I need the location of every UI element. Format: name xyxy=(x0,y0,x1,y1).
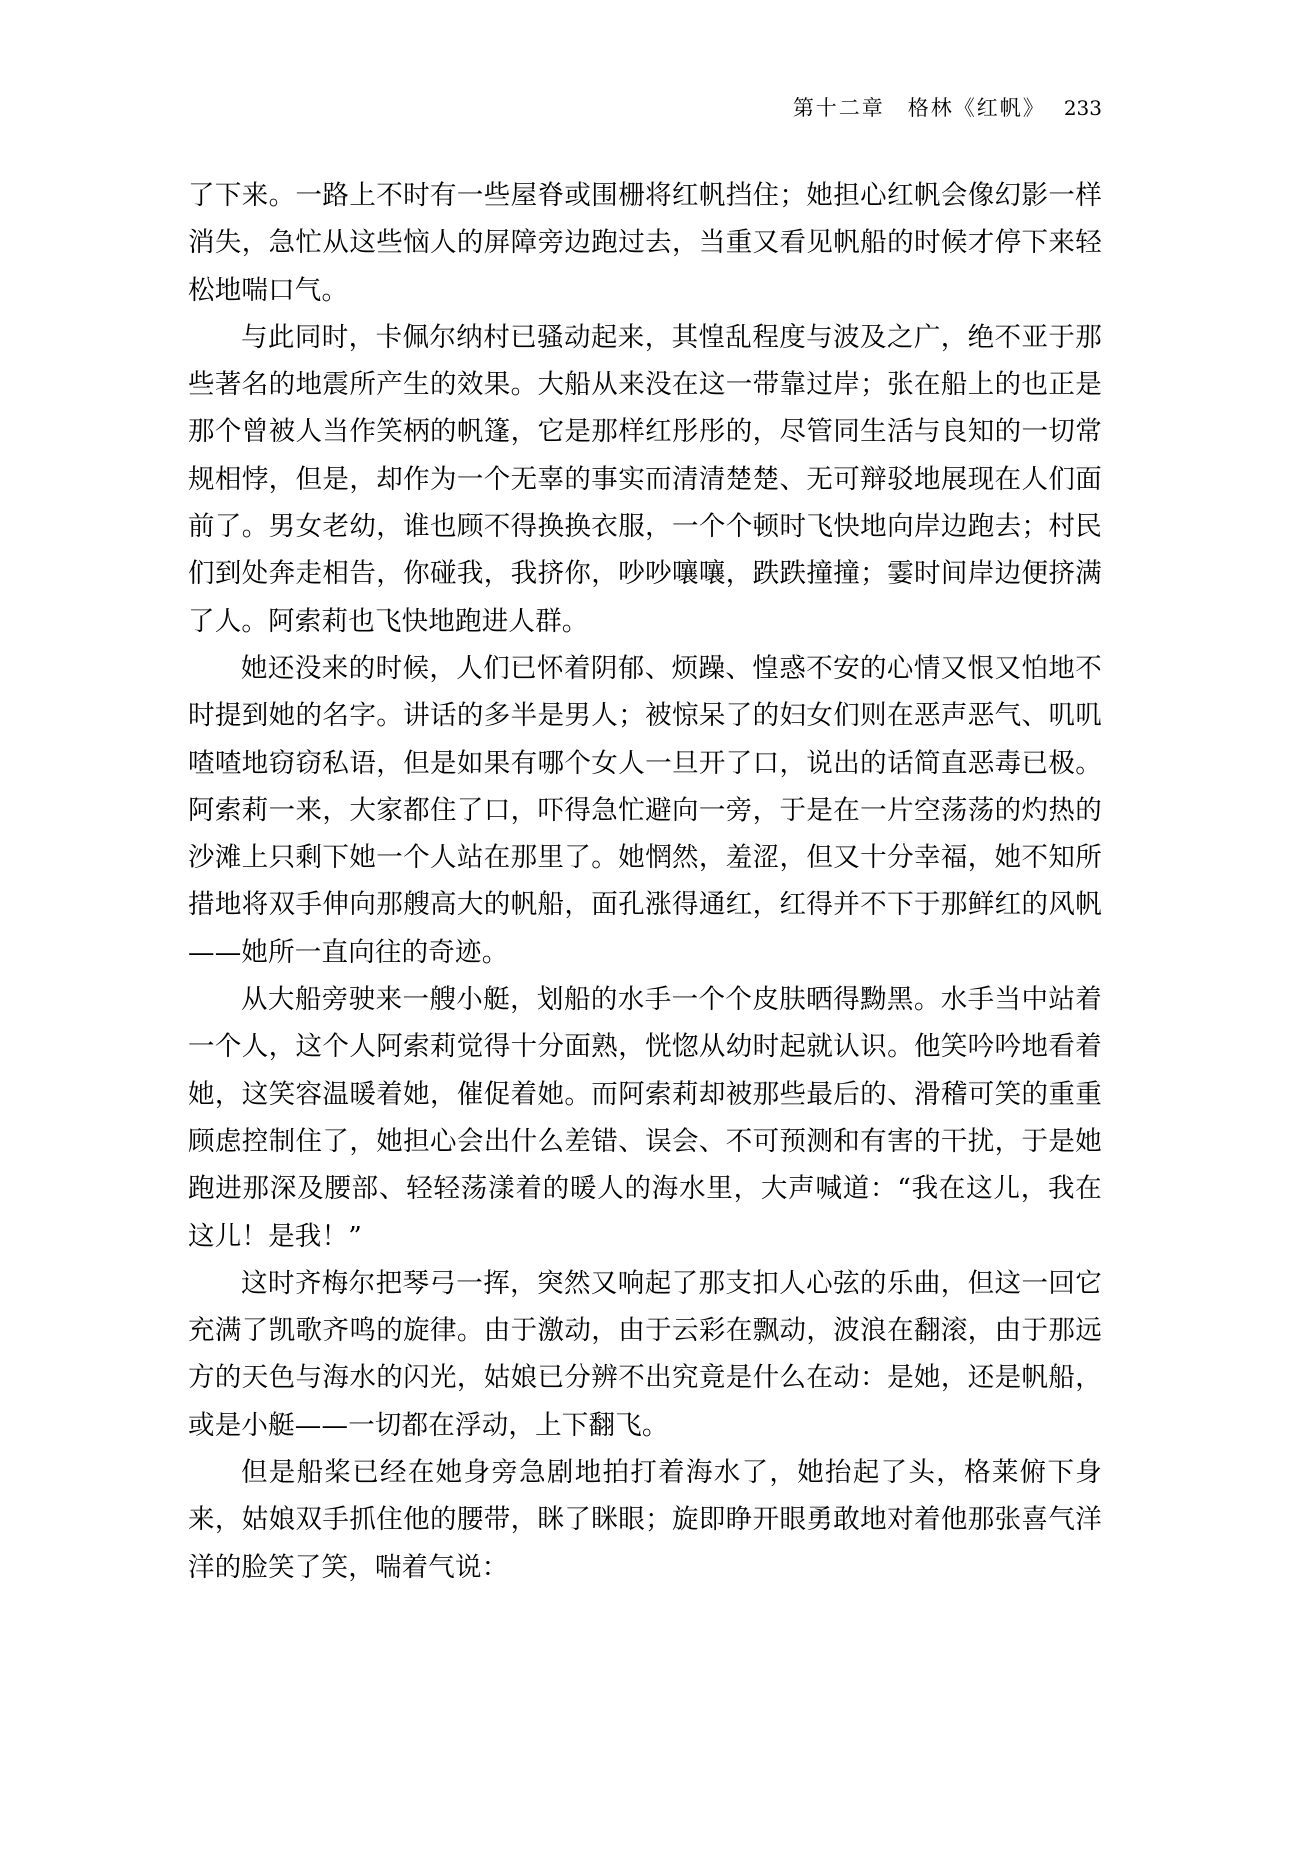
page-body xyxy=(188,172,1102,1591)
page-header xyxy=(793,92,1102,122)
paragraph: 这时齐梅尔把琴弓一挥，突然又响起了那支扣人心弦的乐曲，但这一回它充满了凯歌齐鸣的旋律。由于激动，由于云彩在飘动，波浪在翻滚，由于那远方的天色与海水的闪光，姑娘已分辨不出究竟是什么在动：是她，还是帆船，或是小艇——一切都在浮动，上下翻飞。 xyxy=(188,1267,1102,1441)
chapter-title: 第十二章 格林《红帆》 xyxy=(792,96,1046,120)
page-number: 233 xyxy=(1063,96,1102,120)
paragraph: 与此同时，卡佩尔纳村已骚动起来，其惶乱程度与波及之广，绝不亚于那些著名的地震所产生的效果。大船从来没在这一带靠过岸；张在船上的也正是那个曾被人当作笑柄的帆篷，它是那样红彤彤的，尽管同生活与良知的一切常规相悖，但是，却作为一个无辜的事实而清清楚楚、无可辩驳地展现在人们面前了。男女老幼，谁也顾不得换换衣服，一个个顿时飞快地向岸边跑去；村民们到处奔走相告，你碰我，我挤你，吵吵嚷嚷，跌跌撞撞；霎时间岸边便挤满了人。阿索莉也飞快地跑进人群。 xyxy=(188,321,1102,637)
paragraph: 但是船桨已经在她身旁急剧地拍打着海水了，她抬起了头，格莱俯下身来，姑娘双手抓住他的腰带，眯了眯眼；旋即睁开眼勇敢地对着他那张喜气洋洋的脸笑了笑，喘着气说： xyxy=(188,1457,1102,1583)
paragraph: 从大船旁驶来一艘小艇，划船的水手一个个皮肤晒得黝黑。水手当中站着一个人，这个人阿索莉觉得十分面熟，恍惚从幼时起就认识。他笑吟吟地看着她，这笑容温暖着她，催促着她。而阿索莉却被那些最后的、滑稽可笑的重重顾虑控制住了，她担心会出什么差错、误会、不可预测和有害的干扰，于是她跑进那深及腰部、轻轻荡漾着的暖人的海水里，大声喊道：“我在这儿，我在这儿！是我！” xyxy=(188,984,1102,1252)
paragraph: 了下来。一路上不时有一些屋脊或围栅将红帆挡住；她担心红帆会像幻影一样消失，急忙从这些恼人的屏障旁边跑过去，当重又看见帆船的时候才停下来轻松地喘口气。 xyxy=(188,180,1102,306)
paragraph: 她还没来的时候，人们已怀着阴郁、烦躁、惶惑不安的心情又恨又怕地不时提到她的名字。讲话的多半是男人；被惊呆了的妇女们则在恶声恶气、叽叽喳喳地窃窃私语，但是如果有哪个女人一旦开了口，说出的话简直恶毒已极。阿索莉一来，大家都住了口，吓得急忙避向一旁，于是在一片空荡荡的灼热的沙滩上只剩下她一个人站在那里了。她惘然，羞涩，但又十分幸福，她不知所措地将双手伸向那艘高大的帆船，面孔涨得通红，红得并不下于那鲜红的风帆——她所一直向往的奇迹。 xyxy=(188,652,1102,968)
